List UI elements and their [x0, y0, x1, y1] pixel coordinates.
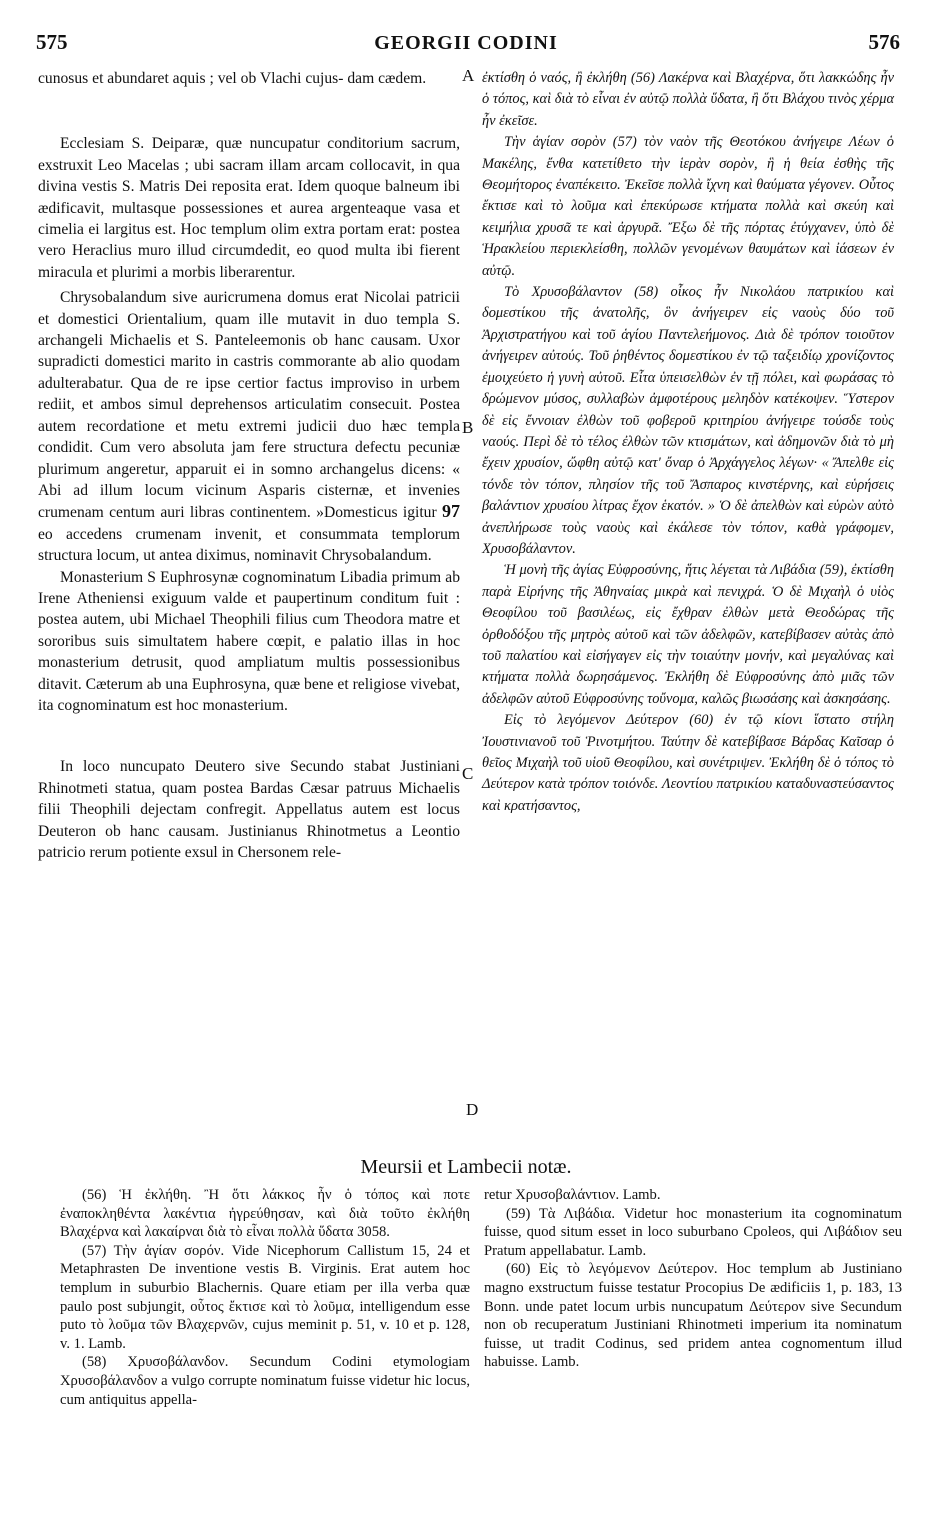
- greek-paragraph-1: ἐκτίσθη ὁ ναός, ἢ ἐκλήθη (56) Λακέρνα καὶ Βλαχέρνα, ὅτι λακκώδης ἦν ὁ τόπος, καὶ διὰ τὸ εἶναι ἐν αὐτῷ πολλὰ ὕδατα, ἢ ὅτι Βλάχου τινὸς χέρμα ἦν ἐκεῖσε.: [482, 70, 894, 129]
- greek-paragraph-4: Ἡ μονὴ τῆς ἁγίας Εὐφροσύνης, ἥτις λέγεται τὰ Λιβάδια (59), ἐκτίσθη παρὰ Εἰρήνης τῆς Ἀθηναίας μικρὰ καὶ πενιχρά. Ὁ δὲ Μιχαὴλ ὁ υἱὸς Θεοφίλου τοῦ βασιλέως, εἰς ἔχθραν ἐλθὼν μετὰ Θεοδώρας τῆς ὀρθοδόξου τῆς μητρὸς αὐτοῦ καὶ τῶν ἀδελφῶν, κατεβίβασεν αὐτὰς ἀπὸ τοῦ παλατίου καὶ εἰσήγαγεν εἰς τὴν τοιαύτην μονήν, καὶ μεγαλύνας καὶ κτήματα πολλὰ δωρησάμενος. Ἐκλήθη δὲ Εὐφροσύνης ἀπὸ μιᾶς τῶν ἀδελφῶν αὐτοῦ Εὐφροσύνης τοὔνομα, καλῶς βιωσάσης καὶ ἀσκησάσης.: [482, 562, 894, 707]
- margin-letter-b: B: [462, 418, 474, 437]
- latin-paragraph-2: Ecclesiam S. Deiparæ, quæ nuncupatur conditorium sacrum, exstruxit Leo Macelas ; ubi sacram illam arcam collocavit, in qua divina vestis S. Matris Dei reposita erat. Idem quoque balneum ibi ædificavit, multasque possessiones et aurea argenteaque vasa et cimelia ei largitus est. Hoc templum olim extra portam erat: postea vero Heraclius muro illud circumdedit, eo quod multa ibi fierent miracula et plurimi a morbis liberarentur.: [38, 135, 460, 281]
- latin-paragraph-3: [38, 287, 460, 566]
- note-58-continued: retur Χρυσοβαλάντιον. Lamb.: [484, 1187, 661, 1203]
- notes-right-column: [484, 1186, 902, 1372]
- latin-paragraph-3-part-a: Chrysobalandum sive auricrumena domus erat Nicolai patricii et domestici Orientalium, quam ille mutavit in duo templa S. archangeli Michaelis et S. Panteleemonis ob hanc causam. Uxor supradicti domestici marito in castris commorante ab alio quodam adulterabatur. Qua de re ipse certior factus improviso in urbem rediit, et ambos simul deprehensos articulatim consecuit. Postea autem recordatione et metu extremi judicii duo hæc templa condidit. Cum vero absoluta jam fere structura defectu pecuniæ plurimum angeretur, apparuit ei in somno archangelus dicens: « Abi ad illum locum vicinum Asparis cisternæ, et invenies crumenam centum auri libras continentem. »Domesticus igitur: [38, 289, 460, 522]
- notes-left-column: [60, 1186, 470, 1409]
- column-number-marker: 97: [442, 501, 461, 522]
- note-59: (59) Τὰ Λιβάδια. Videtur hoc monasterium ita cognominatum fuisse, quod situm esset in loco suburbano Cpoleos, qui Λιβάδιον seu Pratum appellabatur. Lamb.: [484, 1205, 902, 1259]
- page-header: [28, 30, 904, 60]
- latin-column: [38, 68, 460, 863]
- running-title: GEORGII CODINI: [374, 32, 558, 54]
- latin-paragraph-4: Monasterium S Euphrosynæ cognominatum Libadia primum ab Irene Atheniensi exiguum valde et paupertinum conditum fuit : postea autem, ubi Michael Theophili filius cum Theodora matre et sororibus suis simultatem habere cœpit, e palatio illas in hoc monasterium detrusit, quod ampliatum multis possessionibus ditavit. Cæterum ab una Euphrosyna, quæ bene et religiose vivebat, ita cognominatum est hoc monasterium.: [38, 568, 460, 714]
- note-60: (60) Εἰς τὸ λεγόμενον Δεύτερον. Hoc templum ab Justiniano magno exstructum fuisse testatur Procopius De ædificiis 1, p. 183, 13 Bonn. unde patet locum urbis nuncupatum Δεύτερον sive Secundum non ob recuperatum Justiniani Rhinotmeti imperium ita nominatum fuisse, ut tradit Codinus, sed pridem antea cognomentum illud habuisse. Lamb.: [484, 1261, 902, 1371]
- margin-letter-a: A: [462, 66, 475, 85]
- latin-paragraph-1: cunosus et abundaret aquis ; vel ob Vlachi cujus- dam cædem.: [38, 70, 427, 87]
- margin-letter-c: C: [462, 764, 474, 783]
- latin-paragraph-5: In loco nuncupato Deutero sive Secundo stabat Justiniani Rhinotmeti statua, quam postea Bardas Cæsar patruus Michaelis filii Theophili dejectam confregit. Appellatus autem est locus Deuteron ob hanc causam. Justinianus Rhinotmetus a Leontio patricio rerum potiente exsul in Chersonem rele-: [38, 758, 460, 861]
- margin-letter-d: D: [466, 1100, 479, 1119]
- note-56: (56) Ἡ ἐκλήθη. Ἢ ὅτι λάκκος ἦν ὁ τόπος καὶ ποτε ἐναποκληθέντα λακέντια ἠγρεύθησαν, καὶ διὰ τοῦτο ἐκλήθη Βλαχέρνα καὶ λακαίρναι διὰ τὸ εἶναι πολλὰ ὕδατα 3058.: [60, 1187, 470, 1241]
- greek-paragraph-3: Τὸ Χρυσοβάλαντον (58) οἶκος ἦν Νικολάου πατρικίου καὶ δομεστίκου τῆς ἀνατολῆς, ὃν ἀνήγειρεν εἰς ναοὺς δύο τοῦ Ἀρχιστρατήγου καὶ τοῦ ἁγίου Παντελεήμονος. Διὰ δὲ τρόπον τοιοῦτον ἀνήγειρεν αὐτούς. Τοῦ ῥηθέντος δομεστίκου ἐν τῷ ταξειδίῳ χρονίζοντος ἐμοιχεύετο ἡ γυνὴ αὐτοῦ. Εἶτα ὑπεισελθὼν ἐν τῇ πόλει, καὶ φωράσας τὸ δρώμενον μύσος, συλλαβὼν ἀμφοτέρους μεληδὸν κατέκοψεν. Ὕστερον δὲ εἰς ἔννοιαν ἐλθὼν τοῦ φοβεροῦ κριτηρίου ἀνήγειρε τούσδε τοὺς ναούς. Περὶ δὲ τὸ τέλος ἐλθὼν τῶν κτισμάτων, καὶ ἀδημονῶν διὰ τὸ μὴ ἔχειν χρυσίον, ὤφθη αὐτῷ κατ' ὄναρ ὁ Ἀρχάγγελος λέγων· « Ἄπελθε εἰς τόνδε τὸν τόπον, πλησίον τῆς τοῦ Ἄσπαρος κινστέρνης, καὶ εὑρήσεις βαλάντιον χρυσίου λίτρας ἔχον ἑκατόν. » Ὁ δὲ ἀπελθὼν καὶ εὑρὼν αὐτὸ ἀνεπλήρωσε τοὺς ναοὺς καὶ ἐκάλεσε τὸν τόπον, καθὰ γράφομεν, Χρυσοβάλαντον.: [482, 284, 894, 557]
- notes-title: Meursii et Lambecii notæ.: [360, 1156, 572, 1178]
- greek-paragraph-2: Τὴν ἁγίαν σορὸν (57) τὸν ναὸν τῆς Θεοτόκου ἀνήγειρε Λέων ὁ Μακέλης, ἔνθα κατετίθετο τὴν ἱερὰν σορὸν, ἣ ἡ θεία ἐσθὴς τῆς Θεομήτορος ἐναπέκειτο. Ἐκεῖσε πολλὰ ἴχνη καὶ θαύματα γέγονεν. Οὗτος ἔκτισε καὶ τὸ λοῦμα καὶ ἐπεκύρωσε κτήματα πολλὰ καὶ σκεύη καὶ κειμήλια χρυσᾶ τε καὶ ἀργυρᾶ. Ἔξω δὲ τῆς πόρτας ἐτύγχανεν, ὑπὸ δὲ Ἡρακλείου περιεκλείσθη, πολλῶν γενομένων θαυμάτων καὶ ἰάσεων ἐν αὐτῷ.: [482, 134, 894, 279]
- latin-paragraph-3-part-b: eo accedens crumenam invenit, et consummata templorum structura locum, ut antea diximus, nominavit Chrysobalandum.: [38, 525, 460, 565]
- greek-column: [482, 68, 894, 817]
- greek-paragraph-5: Εἰς τὸ λεγόμενον Δεύτερον (60) ἐν τῷ κίονι ἵστατο στήλη Ἰουστινιανοῦ τοῦ Ῥινοτμήτου. Ταύτην δὲ κατεβίβασε Βάρδας Καῖσαρ ὁ θεῖος Μιχαὴλ τοῦ υἱοῦ Θεοφίλου, καὶ συνέτριψεν. Ἐκλήθη δὲ ὁ τόπος τὸ Δεύτερον κατὰ τρόπον τοιόνδε. Λεοντίου πατρικίου καταδυναστεύσαντος καὶ κρατήσαντος,: [482, 712, 894, 814]
- note-57: (57) Τὴν ἁγίαν σορόν. Vide Nicephorum Callistum 15, 24 et Metaphrasten De inventione vestis B. Virginis. Erat autem hoc templum in suburbio Blachernis. Quare etiam per illa verba quæ paulo post subjungit, οὗτος ἔκτισε καὶ τὸ λοῦμα, intelligendum esse puto τὸ λοῦμα τῶν Βλαχερνῶν, cujus meminit p. 51, v. 10 et p. 128, v. 1. Lamb.: [60, 1242, 470, 1352]
- page-number-right: 576: [868, 30, 900, 54]
- note-58: (58) Χρυσοβάλανδον. Secundum Codini etymologiam Χρυσοβάλανδον a vulgo corrupte nominatum fuisse videtur hic locus, cum antiquitus appella-: [60, 1354, 470, 1408]
- page-number-left: 575: [36, 30, 68, 54]
